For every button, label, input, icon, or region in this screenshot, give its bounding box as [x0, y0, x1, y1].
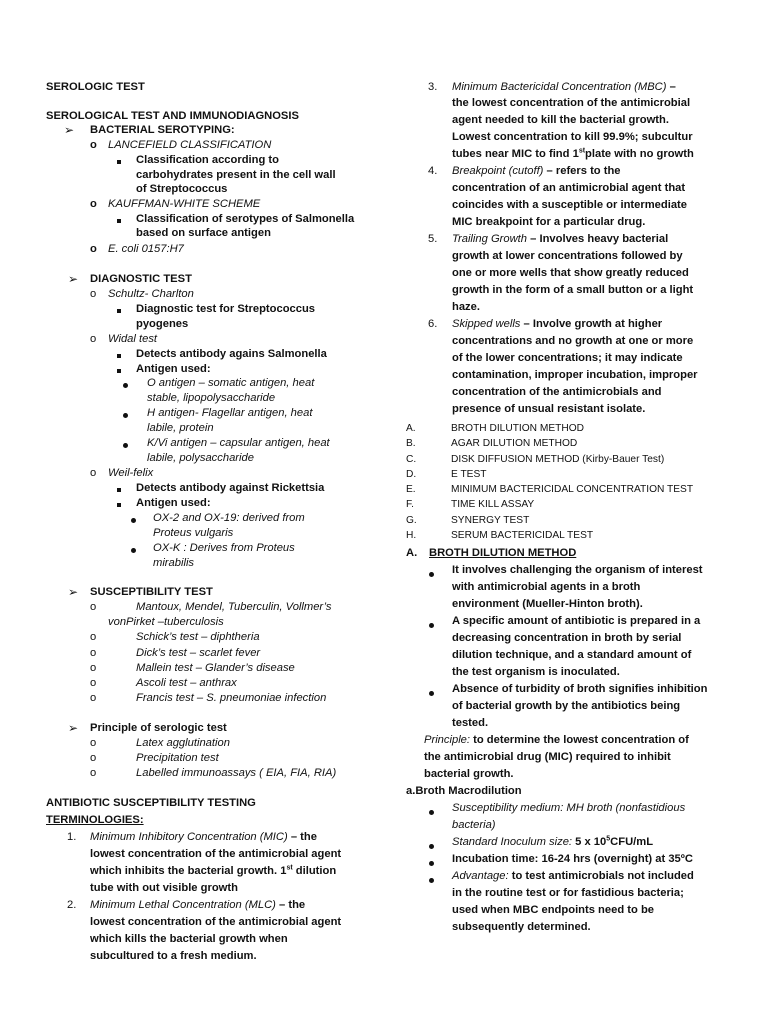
arrow-bullet-icon: ➢ — [68, 585, 79, 599]
sw-line-5: presence of unsual resistant isolate. — [452, 403, 646, 415]
susceptibility-item: Dick’s test – scarlet fever — [136, 647, 261, 659]
principle-text-2: the antimicrobial drug (MIC) required to inhibit — [424, 751, 671, 763]
broth-b2-2: decreasing concentration in broth by serial — [452, 632, 682, 644]
method-letter: G. — [406, 514, 417, 526]
principle-text-3: bacterial growth. — [424, 768, 514, 780]
macro-m4-4: subsequently determined. — [452, 921, 591, 933]
bp-line-0: refers to the — [555, 165, 621, 177]
mbc-line-1: the lowest concentration of the antimicrobial — [452, 97, 691, 109]
tg-title: Trailing Growth — [452, 233, 528, 245]
macro-m4-2: in the routine test or for fastidious bacteria; — [452, 887, 684, 899]
circle-bullet-icon: o — [90, 288, 97, 300]
schultz-desc-2: pyogenes — [136, 318, 189, 330]
susceptibility-item: Schick’s test – diphtheria — [136, 631, 260, 643]
broth-heading: BROTH DILUTION METHOD — [429, 547, 577, 559]
broth-principle-line — [424, 733, 689, 747]
mbc-title-line: Minimum Bactericidal Concentration (MBC) – — [452, 81, 676, 93]
dot-bullet-icon — [429, 618, 434, 632]
mlc-title-line: Minimum Lethal Concentration (MLC) – the — [90, 899, 306, 911]
macro-m1-2: bacteria) — [452, 819, 496, 831]
square-bullet-icon — [117, 348, 121, 362]
list-number: 6. — [428, 318, 438, 330]
macro-m2 — [452, 835, 653, 849]
mic-line-1: lowest concentration of the antimicrobial agent — [90, 848, 342, 860]
broth-b3-2: of bacterial growth by the antibiotics being — [452, 700, 681, 712]
bp-line-2: coincides with a susceptible or intermediate — [452, 199, 688, 211]
lancefield-item: LANCEFIELD CLASSIFICATION — [108, 139, 272, 151]
broth-b3-1: Absence of turbidity of broth signifies inhibition — [452, 683, 708, 695]
square-bullet-icon — [117, 154, 121, 168]
sw-line-2: of the lower concentrations; it may indicate — [452, 352, 683, 364]
schultz-desc-1: Diagnostic test for Streptococcus — [136, 303, 316, 315]
method-name: BROTH DILUTION METHOD — [451, 423, 585, 434]
arrow-bullet-icon: ➢ — [68, 272, 79, 286]
weil-oxk-2: mirabilis — [153, 557, 195, 569]
dot-bullet-icon — [429, 856, 434, 870]
dot-bullet-icon — [123, 438, 128, 452]
mantoux-line-2: vonPirket –tuberculosis — [108, 616, 224, 628]
method-name: DISK DIFFUSION METHOD (Kirby-Bauer Test) — [451, 453, 665, 465]
principle-label: Principle: — [424, 734, 471, 746]
widal-h-2: labile, protein — [147, 422, 214, 434]
square-bullet-icon — [117, 497, 121, 511]
m2-sup: 5 — [606, 835, 611, 843]
circle-bullet-icon: o — [90, 139, 97, 151]
mlc-line-1: lowest concentration of the antimicrobial agent — [90, 916, 342, 928]
square-bullet-icon — [117, 363, 121, 377]
weil-antigen-label: Antigen used: — [136, 497, 211, 509]
mic-title-line: Minimum Inhibitory Concentration (MIC) – the — [90, 831, 317, 843]
circle-bullet-icon: o — [90, 601, 97, 613]
mbc-line-4-text: tubes near MIC to find 1 — [452, 148, 579, 160]
widal-item: Widal test — [108, 333, 158, 345]
list-number: 2. — [67, 899, 77, 911]
kauffman-desc-2: based on surface antigen — [136, 227, 271, 239]
circle-bullet-icon: o — [90, 767, 97, 779]
dot-bullet-icon — [123, 408, 128, 422]
page-title: SEROLOGIC TEST — [46, 81, 145, 93]
kauffman-desc-1: Classification of serotypes of Salmonella — [136, 213, 355, 225]
broth-b1-2: with antimicrobial agents in a broth — [452, 581, 641, 593]
mlc-line-2: which kills the bacterial growth when — [90, 933, 288, 945]
method-letter: A. — [406, 423, 416, 434]
bp-line-3: MIC breakpoint for a particular drug. — [452, 216, 646, 228]
method-letter: C. — [406, 453, 417, 465]
widal-kvi-2: labile, polysaccharide — [147, 452, 254, 464]
weil-oxk-1: OX-K : Derives from Proteus — [153, 542, 295, 554]
bp-line-1: concentration of an antimicrobial agent that — [452, 182, 686, 194]
circle-bullet-icon: o — [90, 677, 97, 689]
circle-bullet-icon: o — [90, 333, 97, 345]
circle-bullet-icon: o — [90, 692, 97, 704]
sw-line-3: contamination, improper incubation, improper — [452, 369, 698, 381]
method-letter: D. — [406, 468, 417, 480]
method-name: TIME KILL ASSAY — [451, 499, 535, 511]
list-number: 1. — [67, 831, 77, 843]
mic-sup: st — [286, 864, 293, 872]
circle-bullet-icon: o — [90, 737, 97, 749]
lancefield-desc-1: Classification according to — [136, 154, 279, 166]
circle-bullet-icon: o — [90, 662, 97, 674]
tg-title-line: Trailing Growth – Involves heavy bacterial — [452, 233, 669, 245]
widal-kvi-1: K/Vi antigen – capsular antigen, heat — [147, 437, 330, 449]
principle-text-1: to determine the lowest concentration of — [473, 734, 689, 746]
m2-value: 5 x 10 — [575, 836, 607, 848]
m2-unit: CFU/mL — [610, 836, 654, 848]
mbc-title: Minimum Bactericidal Concentration (MBC) — [452, 81, 667, 93]
sw-line-0: Involve growth at higher — [532, 318, 663, 330]
section-subtitle: SEROLOGICAL TEST AND IMMUNODIAGNOSIS — [46, 110, 299, 122]
circle-bullet-icon: o — [90, 647, 97, 659]
bp-title-line: Breakpoint (cutoff) – refers to the — [452, 165, 621, 177]
kauffman-item: KAUFFMAN-WHITE SCHEME — [108, 198, 261, 210]
list-number: 5. — [428, 233, 438, 245]
method-name: E TEST — [451, 468, 487, 480]
susceptibility-item: Ascoli test – anthrax — [136, 677, 237, 689]
serotyping-heading: BACTERIAL SEROTYPING: — [90, 124, 235, 136]
terminologies-heading: TERMINOLOGIES: — [46, 814, 144, 826]
dot-bullet-icon — [429, 873, 434, 887]
method-letter: H. — [406, 530, 417, 542]
bp-title: Breakpoint (cutoff) — [452, 165, 544, 177]
mbc-line-4 — [452, 147, 694, 161]
square-bullet-icon — [117, 303, 121, 317]
weil-item: Weil-felix — [108, 467, 154, 479]
mbc-line-4-tail: plate with no growth — [585, 148, 694, 160]
lancefield-desc-3: of Streptococcus — [136, 183, 228, 195]
sw-line-4: concentration of the antimicrobials and — [452, 386, 662, 398]
circle-bullet-icon: o — [90, 243, 97, 255]
method-name: MINIMUM BACTERICIDAL CONCENTRATION TEST — [451, 484, 694, 496]
weil-ox2-1: OX-2 and OX-19: derived from — [153, 512, 305, 524]
susceptibility-heading: SUSCEPTIBILITY TEST — [90, 586, 213, 598]
dot-bullet-icon — [429, 567, 434, 581]
macrodilution-heading: a.Broth Macrodilution — [406, 785, 522, 797]
macro-m4-line-1 — [452, 869, 694, 883]
broth-b2-3: dilution technique, and a standard amount of — [452, 649, 692, 661]
widal-antigen-label: Antigen used: — [136, 363, 211, 375]
tg-line-0: Involves heavy bacterial — [539, 233, 669, 245]
widal-o-2: stable, lipopolysaccharide — [147, 392, 276, 404]
mic-line-2-text: which inhibits the bacterial growth. 1 — [90, 865, 287, 877]
method-name: SERUM BACTERICIDAL TEST — [451, 530, 594, 542]
principle-heading: Principle of serologic test — [90, 722, 227, 734]
list-number: 3. — [428, 81, 438, 93]
circle-bullet-icon: o — [90, 752, 97, 764]
widal-detects: Detects antibody agains Salmonella — [136, 348, 327, 360]
m2-label: Standard Inoculum size: — [452, 836, 573, 848]
principle-item: Labelled immunoassays ( EIA, FIA, RIA) — [136, 767, 337, 779]
sw-line-1: concentrations and no growth at one or more — [452, 335, 694, 347]
susceptibility-item: Mallein test – Glander’s disease — [136, 662, 295, 674]
square-bullet-icon — [117, 213, 121, 227]
mic-line-2-tail: dilution — [292, 865, 337, 877]
widal-o-1: O antigen – somatic antigen, heat — [147, 377, 315, 389]
dot-bullet-icon — [429, 805, 434, 819]
m4-text-1: to test antimicrobials not included — [511, 870, 694, 882]
tg-line-2: one or more wells that show greatly reduced — [452, 267, 689, 279]
circle-bullet-icon: o — [90, 631, 97, 643]
sw-title-line: Skipped wells – Involve growth at higher — [452, 318, 663, 330]
ast-heading: ANTIBIOTIC SUSCEPTIBILITY TESTING — [46, 797, 256, 809]
broth-b1-3: environment (Mueller-Hinton broth). — [452, 598, 643, 610]
mlc-title: Minimum Lethal Concentration (MLC) — [90, 899, 276, 911]
method-name: AGAR DILUTION METHOD — [451, 438, 578, 450]
widal-h-1: H antigen- Flagellar antigen, heat — [147, 407, 313, 419]
method-letter: F. — [406, 499, 414, 511]
method-letter: B. — [406, 438, 416, 450]
broth-b2-4: the test organism is inoculated. — [452, 666, 620, 678]
broth-b3-3: tested. — [452, 717, 489, 729]
arrow-bullet-icon: ➢ — [64, 123, 75, 137]
macro-m1-1: Susceptibility medium: MH broth (nonfastidious — [452, 802, 686, 814]
method-letter: E. — [406, 484, 416, 496]
principle-item: Latex agglutination — [136, 737, 230, 749]
mbc-line-2: agent needed to kill the bacterial growth. — [452, 114, 669, 126]
dot-bullet-icon — [429, 686, 434, 700]
square-bullet-icon — [117, 482, 121, 496]
dot-bullet-icon — [131, 543, 136, 557]
tg-line-1: growth at lower concentrations followed by — [452, 250, 683, 262]
tg-line-4: haze. — [452, 301, 480, 313]
weil-ox2-2: Proteus vulgaris — [153, 527, 234, 539]
macro-m4-3: used when MBC endpoints need to be — [452, 904, 655, 916]
broth-letter: A. — [406, 547, 418, 559]
lancefield-desc-2: carbohydrates present in the cell wall — [136, 169, 336, 181]
dot-bullet-icon — [131, 513, 136, 527]
ecoli-item: E. coli 0157:H7 — [108, 243, 184, 255]
mic-line-2 — [90, 864, 336, 878]
list-number: 4. — [428, 165, 438, 177]
method-name: SYNERGY TEST — [451, 514, 530, 526]
m4-label: Advantage: — [452, 870, 509, 882]
dot-bullet-icon — [123, 378, 128, 392]
mbc-line-3: Lowest concentration to kill 99.9%; subcultur — [452, 131, 693, 143]
arrow-bullet-icon: ➢ — [68, 721, 79, 735]
principle-item: Precipitation test — [136, 752, 219, 764]
circle-bullet-icon: o — [90, 467, 97, 479]
mantoux-line-1: Mantoux, Mendel, Tuberculin, Vollmer’s — [136, 601, 332, 613]
mic-title: Minimum Inhibitory Concentration (MIC) — [90, 831, 288, 843]
circle-bullet-icon: o — [90, 198, 97, 210]
mlc-line-3: subcultured to a fresh medium. — [90, 950, 257, 962]
diagnostic-heading: DIAGNOSTIC TEST — [90, 273, 192, 285]
sw-title: Skipped wells — [452, 318, 521, 330]
mic-line-3: tube with out visible growth — [90, 882, 238, 894]
tg-line-3: growth in the form of a small button or a light — [452, 284, 694, 296]
broth-b2-1: A specific amount of antibiotic is prepared in a — [452, 615, 701, 627]
mbc-sup: st — [578, 147, 586, 155]
susceptibility-item: Francis test – S. pneumoniae infection — [136, 692, 327, 704]
macro-m3: Incubation time: 16-24 hrs (overnight) at 35ºC — [452, 853, 693, 865]
dot-bullet-icon — [429, 839, 434, 853]
broth-b1-1: It involves challenging the organism of interest — [452, 564, 703, 576]
weil-detects: Detects antibody against Rickettsia — [136, 482, 325, 494]
schultz-item: Schultz- Charlton — [108, 288, 194, 300]
